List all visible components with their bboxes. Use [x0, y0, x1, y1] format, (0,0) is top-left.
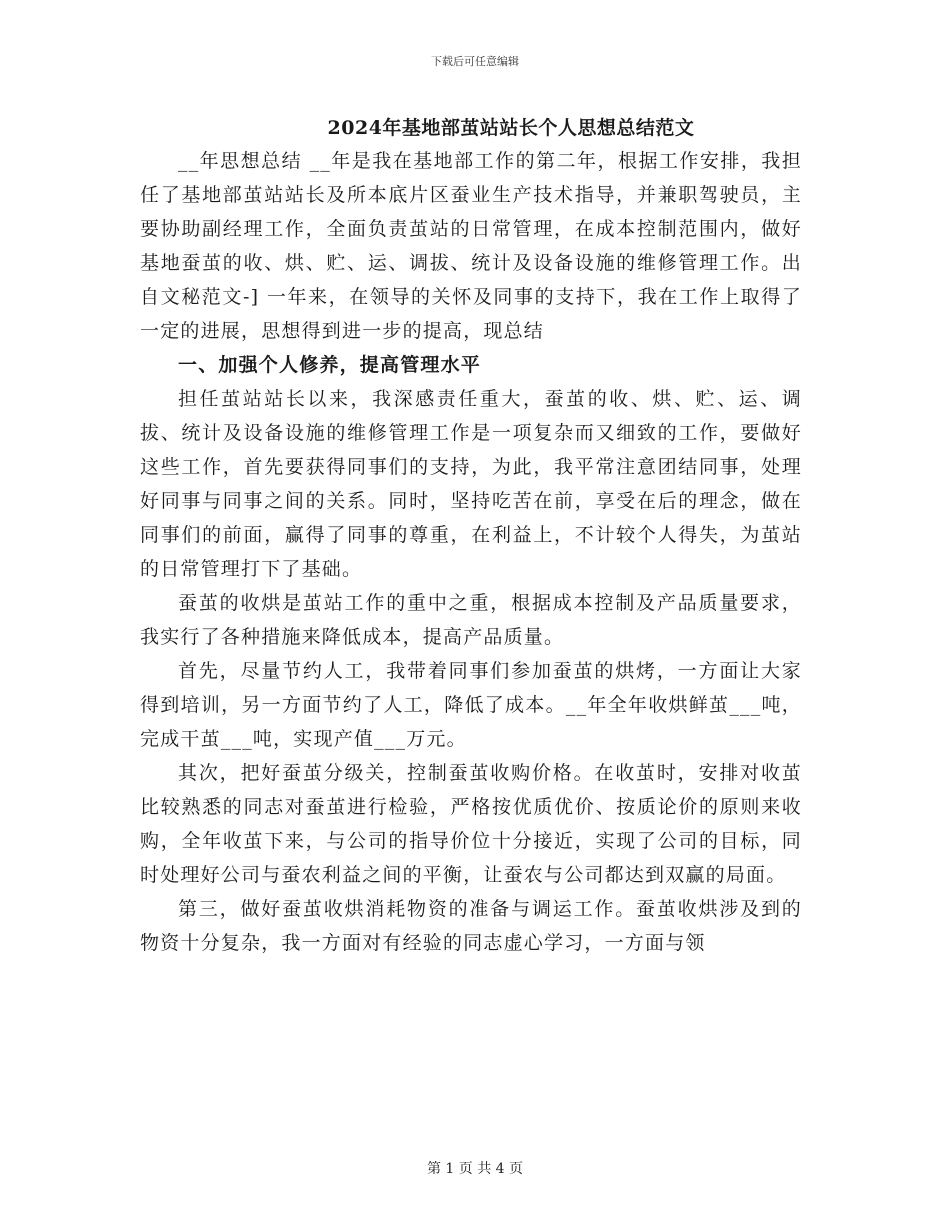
- intro-paragraph: __年思想总结 __年是我在基地部工作的第二年，根据工作安排，我担任了基地部茧站站长及所本底片区蚕业生产技术指导，并兼职驾驶员，主要协助副经理工作，全面负责茧站的日常管理，在成本控制范围内，做好基地蚕茧的收、烘、贮、运、调拔、统计及设备设施的维修管理工作。出自文秘范文-] 一年来，在领导的关怀及同事的支持下，我在工作上取得了一定的进展，思想得到进一步的提高，现总结: [140, 150, 802, 342]
- document-title: 2024年基地部茧站站长个人思想总结范文: [327, 117, 695, 139]
- document-body: [140, 112, 802, 960]
- page-indicator: 第 1 页 共 4 页: [426, 1161, 524, 1177]
- paragraph-2: 蚕茧的收烘是茧站工作的重中之重，根据成本控制及产品质量要求，我实行了各种措施来降低成本，提高产品质量。: [140, 592, 802, 648]
- paragraph-3: 首先，尽量节约人工，我带着同事们参加蚕茧的烘烤，一方面让大家得到培训，另一方面节约了人工，降低了成本。__年全年收烘鲜茧___吨，完成干茧___吨，实现产值___万元。: [140, 660, 802, 750]
- paragraph-1: 担任茧站站长以来，我深感责任重大，蚕茧的收、烘、贮、运、调拔、统计及设备设施的维修管理工作是一项复杂而又细致的工作，要做好这些工作，首先要获得同事们的支持，为此，我平常注意团结同事，处理好同事与同事之间的关系。同时，坚持吃苦在前，享受在后的理念，做在同事们的前面，赢得了同事的尊重，在利益上，不计较个人得失，为茧站的日常管理打下了基础。: [140, 388, 802, 580]
- paragraph-5: 第三，做好蚕茧收烘消耗物资的准备与调运工作。蚕茧收烘涉及到的物资十分复杂，我一方面对有经验的同志虚心学习，一方面与领: [140, 898, 802, 954]
- section-heading-1: 一、加强个人修养，提高管理水平: [178, 354, 482, 376]
- paragraph-4: 其次，把好蚕茧分级关，控制蚕茧收购价格。在收茧时，安排对收茧比较熟悉的同志对蚕茧进行检验，严格按优质优价、按质论价的原则来收购，全年收茧下来，与公司的指导价位十分接近，实现了公司的目标，同时处理好公司与蚕农利益之间的平衡，让蚕农与公司都达到双赢的局面。: [140, 762, 802, 886]
- header-note: 下载后可任意编辑: [431, 55, 519, 68]
